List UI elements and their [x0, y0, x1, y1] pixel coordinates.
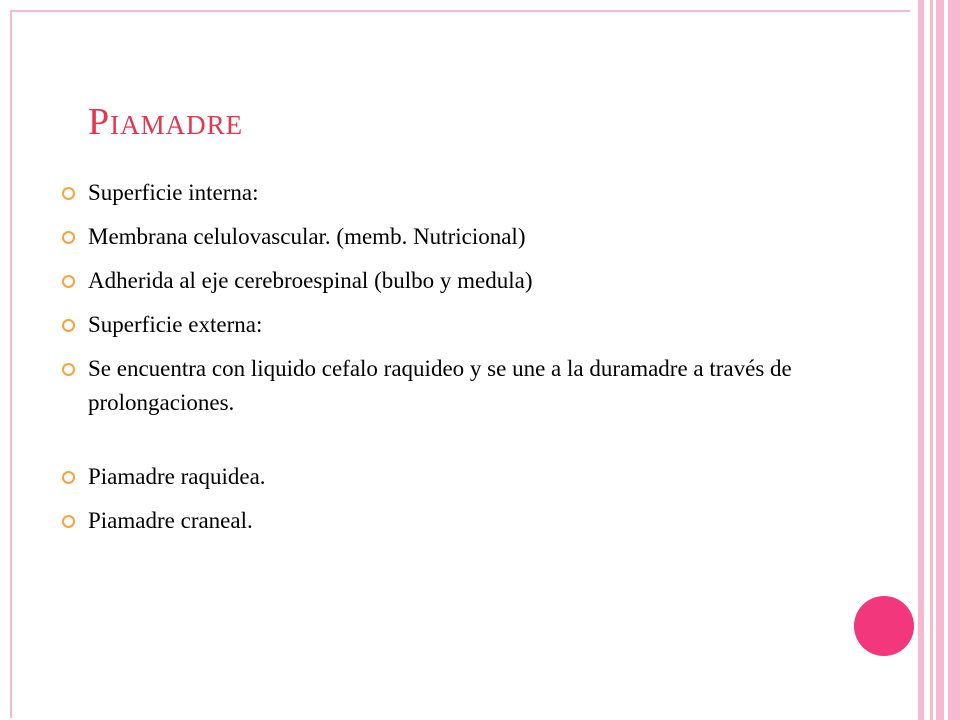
bullet-item: [62, 460, 842, 494]
bullet-item: [62, 504, 842, 538]
decorative-stripes: [918, 0, 960, 720]
bullet-list: [62, 176, 842, 548]
bullet-item: [62, 264, 842, 298]
bullet-text: Superficie externa:: [88, 312, 263, 337]
bullet-text: Se encuentra con liquido cefalo raquideo y se une a la duramadre a través de prolongaciones.: [88, 356, 792, 415]
bullet-item: [62, 352, 842, 420]
bullet-marker-icon: [62, 231, 75, 244]
bullet-item: [62, 220, 842, 254]
bullet-item: [62, 308, 842, 342]
bullet-marker-icon: [62, 319, 75, 332]
decorative-circle: [854, 596, 914, 656]
bullet-text: Superficie interna:: [88, 180, 259, 205]
bullet-marker-icon: [62, 363, 75, 376]
bullet-text: Piamadre raquidea.: [88, 464, 266, 489]
bullet-text: Adherida al eje cerebroespinal (bulbo y medula): [88, 268, 533, 293]
bullet-marker-icon: [62, 515, 75, 528]
bullet-marker-icon: [62, 187, 75, 200]
bullet-item: [62, 176, 842, 210]
bullet-marker-icon: [62, 471, 75, 484]
bullet-marker-icon: [62, 275, 75, 288]
slide-title: Piamadre: [88, 101, 244, 143]
bullet-text: Piamadre craneal.: [88, 508, 253, 533]
bullet-text: Membrana celulovascular. (memb. Nutricional): [88, 224, 526, 249]
